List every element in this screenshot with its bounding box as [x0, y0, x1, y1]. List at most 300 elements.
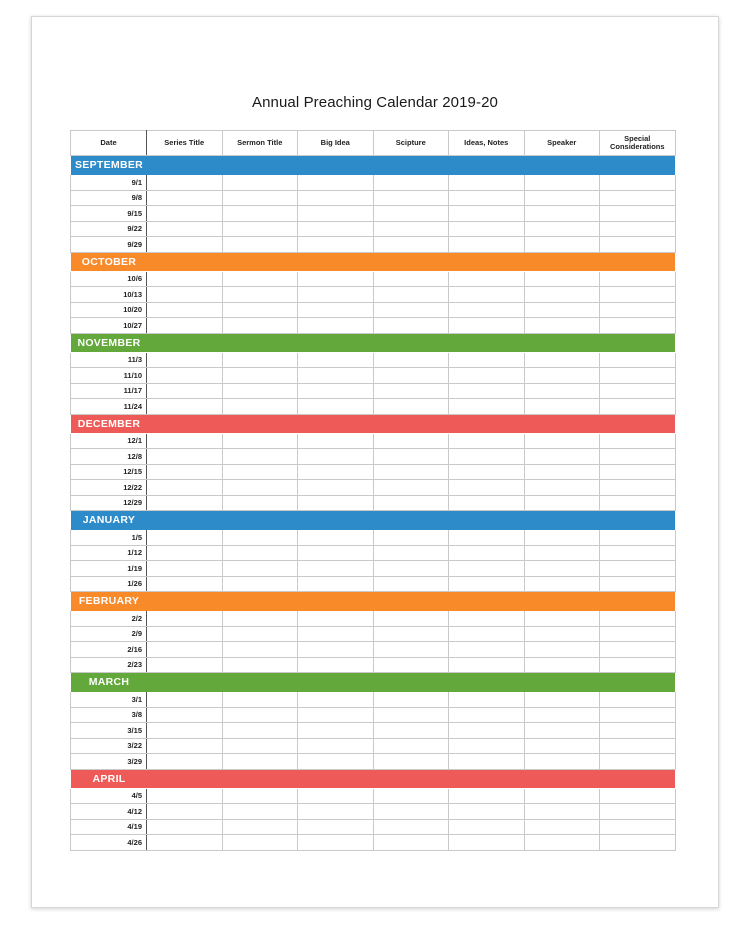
month-label: DECEMBER [77, 417, 141, 430]
empty-cell[interactable] [298, 287, 374, 303]
empty-cell[interactable] [449, 318, 525, 334]
empty-cell[interactable] [524, 692, 600, 708]
empty-cell[interactable] [222, 561, 298, 577]
empty-cell[interactable] [222, 545, 298, 561]
empty-cell[interactable] [600, 271, 676, 287]
empty-cell[interactable] [147, 464, 223, 480]
empty-cell[interactable] [373, 576, 449, 592]
empty-cell[interactable] [222, 318, 298, 334]
empty-cell[interactable] [600, 754, 676, 770]
empty-cell[interactable] [373, 480, 449, 496]
table-row [71, 433, 676, 449]
empty-cell[interactable] [600, 495, 676, 511]
empty-cell[interactable] [147, 545, 223, 561]
empty-cell[interactable] [600, 819, 676, 835]
empty-cell[interactable] [600, 237, 676, 253]
empty-cell[interactable] [147, 561, 223, 577]
table-row [71, 835, 676, 851]
empty-cell[interactable] [600, 302, 676, 318]
empty-cell[interactable] [524, 611, 600, 627]
empty-cell[interactable] [600, 576, 676, 592]
empty-cell[interactable] [373, 835, 449, 851]
empty-cell[interactable] [373, 352, 449, 368]
empty-cell[interactable] [147, 352, 223, 368]
empty-cell[interactable] [524, 206, 600, 222]
empty-cell[interactable] [449, 495, 525, 511]
date-cell: 12/22 [71, 480, 147, 496]
table-row [71, 788, 676, 804]
empty-cell[interactable] [449, 692, 525, 708]
empty-cell[interactable] [147, 433, 223, 449]
empty-cell[interactable] [373, 611, 449, 627]
empty-cell[interactable] [222, 221, 298, 237]
empty-cell[interactable] [524, 399, 600, 415]
empty-cell[interactable] [147, 723, 223, 739]
empty-cell[interactable] [147, 738, 223, 754]
empty-cell[interactable] [600, 804, 676, 820]
empty-cell[interactable] [298, 545, 374, 561]
empty-cell[interactable] [147, 287, 223, 303]
empty-cell[interactable] [373, 449, 449, 465]
empty-cell[interactable] [147, 302, 223, 318]
empty-cell[interactable] [449, 206, 525, 222]
empty-cell[interactable] [600, 611, 676, 627]
empty-cell[interactable] [600, 657, 676, 673]
empty-cell[interactable] [449, 657, 525, 673]
empty-cell[interactable] [524, 642, 600, 658]
empty-cell[interactable] [147, 399, 223, 415]
empty-cell[interactable] [298, 271, 374, 287]
date-cell: 2/9 [71, 626, 147, 642]
month-banner [71, 414, 676, 433]
empty-cell[interactable] [298, 190, 374, 206]
empty-cell[interactable] [449, 433, 525, 449]
empty-cell[interactable] [147, 611, 223, 627]
empty-cell[interactable] [147, 576, 223, 592]
empty-cell[interactable] [524, 788, 600, 804]
table-row [71, 368, 676, 384]
empty-cell[interactable] [524, 433, 600, 449]
empty-cell[interactable] [373, 788, 449, 804]
empty-cell[interactable] [373, 738, 449, 754]
empty-cell[interactable] [600, 723, 676, 739]
empty-cell[interactable] [524, 835, 600, 851]
empty-cell[interactable] [222, 449, 298, 465]
empty-cell[interactable] [298, 657, 374, 673]
empty-cell[interactable] [298, 738, 374, 754]
empty-cell[interactable] [298, 611, 374, 627]
empty-cell[interactable] [449, 368, 525, 384]
empty-cell[interactable] [600, 738, 676, 754]
empty-cell[interactable] [600, 707, 676, 723]
empty-cell[interactable] [449, 175, 525, 191]
empty-cell[interactable] [524, 545, 600, 561]
empty-cell[interactable] [222, 383, 298, 399]
empty-cell[interactable] [298, 302, 374, 318]
empty-cell[interactable] [600, 692, 676, 708]
empty-cell[interactable] [600, 642, 676, 658]
empty-cell[interactable] [147, 175, 223, 191]
empty-cell[interactable] [147, 804, 223, 820]
empty-cell[interactable] [524, 175, 600, 191]
empty-cell[interactable] [222, 480, 298, 496]
empty-cell[interactable] [298, 368, 374, 384]
empty-cell[interactable] [524, 738, 600, 754]
empty-cell[interactable] [449, 723, 525, 739]
empty-cell[interactable] [298, 576, 374, 592]
date-cell: 1/19 [71, 561, 147, 577]
empty-cell[interactable] [147, 383, 223, 399]
empty-cell[interactable] [600, 221, 676, 237]
empty-cell[interactable] [600, 464, 676, 480]
empty-cell[interactable] [298, 495, 374, 511]
empty-cell[interactable] [373, 754, 449, 770]
table-row [71, 707, 676, 723]
empty-cell[interactable] [524, 723, 600, 739]
empty-cell[interactable] [600, 835, 676, 851]
empty-cell[interactable] [524, 657, 600, 673]
empty-cell[interactable] [222, 626, 298, 642]
empty-cell[interactable] [222, 287, 298, 303]
month-label: FEBRUARY [78, 595, 140, 607]
month-header-row [71, 414, 676, 433]
empty-cell[interactable] [373, 287, 449, 303]
empty-cell[interactable] [449, 545, 525, 561]
empty-cell[interactable] [222, 611, 298, 627]
empty-cell[interactable] [222, 804, 298, 820]
empty-cell[interactable] [147, 835, 223, 851]
empty-cell[interactable] [524, 819, 600, 835]
empty-cell[interactable] [449, 271, 525, 287]
month-label: NOVEMBER [77, 336, 141, 349]
empty-cell[interactable] [449, 738, 525, 754]
empty-cell[interactable] [524, 626, 600, 642]
empty-cell[interactable] [373, 707, 449, 723]
empty-cell[interactable] [147, 221, 223, 237]
empty-cell[interactable] [222, 642, 298, 658]
empty-cell[interactable] [449, 383, 525, 399]
empty-cell[interactable] [449, 352, 525, 368]
empty-cell[interactable] [524, 271, 600, 287]
date-cell: 3/8 [71, 707, 147, 723]
empty-cell[interactable] [449, 449, 525, 465]
empty-cell[interactable] [449, 221, 525, 237]
table-row [71, 723, 676, 739]
empty-cell[interactable] [373, 433, 449, 449]
empty-cell[interactable] [298, 175, 374, 191]
empty-cell[interactable] [147, 237, 223, 253]
empty-cell[interactable] [600, 318, 676, 334]
empty-cell[interactable] [373, 271, 449, 287]
empty-cell[interactable] [449, 530, 525, 546]
table-row [71, 271, 676, 287]
empty-cell[interactable] [524, 754, 600, 770]
document-page [31, 16, 719, 908]
empty-cell[interactable] [298, 819, 374, 835]
date-cell: 4/5 [71, 788, 147, 804]
empty-cell[interactable] [222, 819, 298, 835]
empty-cell[interactable] [373, 206, 449, 222]
empty-cell[interactable] [147, 206, 223, 222]
date-cell: 12/15 [71, 464, 147, 480]
empty-cell[interactable] [524, 352, 600, 368]
empty-cell[interactable] [373, 530, 449, 546]
empty-cell[interactable] [524, 561, 600, 577]
empty-cell[interactable] [600, 287, 676, 303]
month-banner [71, 252, 676, 271]
empty-cell[interactable] [298, 237, 374, 253]
empty-cell[interactable] [600, 530, 676, 546]
empty-cell[interactable] [373, 642, 449, 658]
empty-cell[interactable] [524, 804, 600, 820]
empty-cell[interactable] [222, 738, 298, 754]
column-header: Speaker [524, 131, 600, 156]
empty-cell[interactable] [449, 480, 525, 496]
empty-cell[interactable] [600, 383, 676, 399]
empty-cell[interactable] [298, 221, 374, 237]
table-row [71, 819, 676, 835]
month-banner [71, 511, 676, 530]
empty-cell[interactable] [147, 788, 223, 804]
empty-cell[interactable] [222, 788, 298, 804]
empty-cell[interactable] [373, 819, 449, 835]
empty-cell[interactable] [524, 576, 600, 592]
empty-cell[interactable] [147, 819, 223, 835]
empty-cell[interactable] [298, 723, 374, 739]
date-cell: 4/26 [71, 835, 147, 851]
empty-cell[interactable] [600, 480, 676, 496]
month-label: JANUARY [82, 514, 136, 526]
date-cell: 10/20 [71, 302, 147, 318]
empty-cell[interactable] [147, 642, 223, 658]
empty-cell[interactable] [222, 754, 298, 770]
empty-cell[interactable] [524, 480, 600, 496]
empty-cell[interactable] [298, 433, 374, 449]
empty-cell[interactable] [298, 352, 374, 368]
empty-cell[interactable] [373, 237, 449, 253]
table-row [71, 449, 676, 465]
empty-cell[interactable] [373, 657, 449, 673]
empty-cell[interactable] [449, 464, 525, 480]
empty-cell[interactable] [222, 576, 298, 592]
column-header: Special Considerations [600, 131, 676, 156]
empty-cell[interactable] [147, 368, 223, 384]
empty-cell[interactable] [373, 383, 449, 399]
empty-cell[interactable] [147, 626, 223, 642]
empty-cell[interactable] [449, 611, 525, 627]
empty-cell[interactable] [298, 754, 374, 770]
table-row [71, 738, 676, 754]
empty-cell[interactable] [222, 530, 298, 546]
date-cell: 9/1 [71, 175, 147, 191]
empty-cell[interactable] [449, 190, 525, 206]
empty-cell[interactable] [298, 626, 374, 642]
table-row [71, 383, 676, 399]
empty-cell[interactable] [298, 707, 374, 723]
empty-cell[interactable] [298, 692, 374, 708]
empty-cell[interactable] [600, 788, 676, 804]
empty-cell[interactable] [600, 545, 676, 561]
empty-cell[interactable] [524, 464, 600, 480]
empty-cell[interactable] [449, 576, 525, 592]
empty-cell[interactable] [298, 206, 374, 222]
preaching-calendar-table [70, 130, 676, 851]
empty-cell[interactable] [222, 707, 298, 723]
empty-cell[interactable] [298, 480, 374, 496]
empty-cell[interactable] [222, 352, 298, 368]
empty-cell[interactable] [449, 626, 525, 642]
empty-cell[interactable] [600, 190, 676, 206]
empty-cell[interactable] [600, 175, 676, 191]
empty-cell[interactable] [373, 723, 449, 739]
empty-cell[interactable] [147, 495, 223, 511]
empty-cell[interactable] [524, 449, 600, 465]
empty-cell[interactable] [524, 221, 600, 237]
month-header-row [71, 673, 676, 692]
empty-cell[interactable] [373, 318, 449, 334]
month-banner [71, 673, 676, 692]
empty-cell[interactable] [298, 642, 374, 658]
date-cell: 10/27 [71, 318, 147, 334]
date-cell: 12/1 [71, 433, 147, 449]
table-row [71, 530, 676, 546]
empty-cell[interactable] [147, 480, 223, 496]
empty-cell[interactable] [449, 804, 525, 820]
date-cell: 1/26 [71, 576, 147, 592]
empty-cell[interactable] [373, 804, 449, 820]
empty-cell[interactable] [222, 495, 298, 511]
empty-cell[interactable] [449, 561, 525, 577]
empty-cell[interactable] [449, 707, 525, 723]
empty-cell[interactable] [449, 287, 525, 303]
empty-cell[interactable] [298, 561, 374, 577]
empty-cell[interactable] [298, 804, 374, 820]
table-row [71, 642, 676, 658]
table-row [71, 287, 676, 303]
empty-cell[interactable] [222, 175, 298, 191]
empty-cell[interactable] [373, 692, 449, 708]
empty-cell[interactable] [222, 723, 298, 739]
empty-cell[interactable] [147, 271, 223, 287]
empty-cell[interactable] [449, 237, 525, 253]
empty-cell[interactable] [373, 190, 449, 206]
empty-cell[interactable] [600, 449, 676, 465]
empty-cell[interactable] [147, 707, 223, 723]
empty-cell[interactable] [600, 206, 676, 222]
empty-cell[interactable] [373, 175, 449, 191]
empty-cell[interactable] [373, 561, 449, 577]
table-row [71, 495, 676, 511]
date-cell: 11/24 [71, 399, 147, 415]
empty-cell[interactable] [147, 692, 223, 708]
empty-cell[interactable] [449, 788, 525, 804]
empty-cell[interactable] [222, 190, 298, 206]
empty-cell[interactable] [524, 495, 600, 511]
empty-cell[interactable] [449, 399, 525, 415]
empty-cell[interactable] [524, 368, 600, 384]
empty-cell[interactable] [449, 302, 525, 318]
empty-cell[interactable] [222, 302, 298, 318]
empty-cell[interactable] [298, 788, 374, 804]
empty-cell[interactable] [600, 352, 676, 368]
empty-cell[interactable] [222, 206, 298, 222]
date-cell: 3/1 [71, 692, 147, 708]
empty-cell[interactable] [222, 692, 298, 708]
empty-cell[interactable] [222, 237, 298, 253]
empty-cell[interactable] [524, 302, 600, 318]
empty-cell[interactable] [147, 754, 223, 770]
empty-cell[interactable] [147, 449, 223, 465]
empty-cell[interactable] [524, 318, 600, 334]
date-cell: 10/13 [71, 287, 147, 303]
date-cell: 4/12 [71, 804, 147, 820]
empty-cell[interactable] [222, 835, 298, 851]
table-row [71, 399, 676, 415]
month-banner [71, 769, 676, 788]
empty-cell[interactable] [298, 464, 374, 480]
empty-cell[interactable] [298, 318, 374, 334]
month-header-row [71, 769, 676, 788]
month-label: MARCH [88, 676, 130, 688]
empty-cell[interactable] [600, 561, 676, 577]
empty-cell[interactable] [298, 530, 374, 546]
empty-cell[interactable] [147, 190, 223, 206]
empty-cell[interactable] [147, 657, 223, 673]
empty-cell[interactable] [600, 399, 676, 415]
empty-cell[interactable] [373, 495, 449, 511]
empty-cell[interactable] [222, 399, 298, 415]
empty-cell[interactable] [373, 464, 449, 480]
empty-cell[interactable] [222, 657, 298, 673]
empty-cell[interactable] [373, 399, 449, 415]
empty-cell[interactable] [222, 271, 298, 287]
empty-cell[interactable] [524, 287, 600, 303]
empty-cell[interactable] [600, 626, 676, 642]
table-row [71, 175, 676, 191]
empty-cell[interactable] [449, 754, 525, 770]
empty-cell[interactable] [524, 237, 600, 253]
month-header-row [71, 252, 676, 271]
empty-cell[interactable] [147, 530, 223, 546]
empty-cell[interactable] [373, 221, 449, 237]
empty-cell[interactable] [222, 433, 298, 449]
empty-cell[interactable] [449, 835, 525, 851]
table-row [71, 754, 676, 770]
empty-cell[interactable] [373, 545, 449, 561]
empty-cell[interactable] [600, 433, 676, 449]
empty-cell[interactable] [524, 707, 600, 723]
empty-cell[interactable] [524, 530, 600, 546]
empty-cell[interactable] [222, 368, 298, 384]
empty-cell[interactable] [524, 190, 600, 206]
empty-cell[interactable] [373, 368, 449, 384]
empty-cell[interactable] [524, 383, 600, 399]
table-row [71, 576, 676, 592]
empty-cell[interactable] [298, 383, 374, 399]
empty-cell[interactable] [600, 368, 676, 384]
empty-cell[interactable] [147, 318, 223, 334]
empty-cell[interactable] [298, 835, 374, 851]
empty-cell[interactable] [298, 449, 374, 465]
date-cell: 2/16 [71, 642, 147, 658]
empty-cell[interactable] [449, 819, 525, 835]
empty-cell[interactable] [222, 464, 298, 480]
empty-cell[interactable] [449, 642, 525, 658]
empty-cell[interactable] [373, 302, 449, 318]
empty-cell[interactable] [373, 626, 449, 642]
table-row [71, 804, 676, 820]
empty-cell[interactable] [298, 399, 374, 415]
